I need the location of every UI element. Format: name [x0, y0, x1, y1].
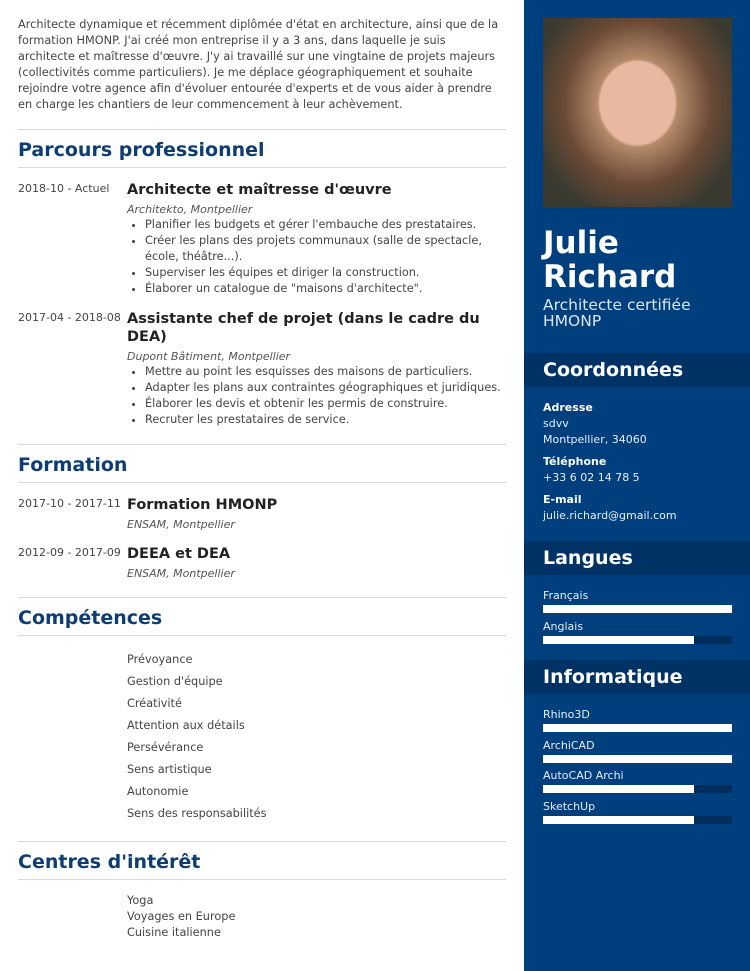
skill-fill [543, 636, 694, 644]
entry-title: DEEA et DEA [127, 546, 231, 562]
skill-fill [543, 724, 732, 732]
bullet-item: • Élaborer les devis et obtenir les permis de construire. [145, 396, 506, 412]
skills-item: Persévérance [127, 741, 204, 754]
bullet-item: • Créer les plans des projets communaux (salle de spectacle, école, théâtre...). [145, 233, 506, 265]
skills-item: Sens artistique [127, 763, 212, 776]
section-title: Formation [18, 445, 506, 483]
skill-name: Français [543, 589, 589, 602]
entry-body [127, 181, 506, 297]
skill-fill [543, 816, 694, 824]
skills-item: Créativité [127, 697, 182, 710]
entry-subtitle: ENSAM, Montpellier [127, 567, 235, 580]
profile-photo [543, 18, 732, 207]
skills-section [18, 597, 506, 825]
skill-fill [543, 605, 732, 613]
skills-item: Attention aux détails [127, 719, 245, 732]
entry-body [127, 310, 506, 428]
summary: Architecte dynamique et récemment diplômée d'état en architecture, ainsi que de la formation HMONP. J'ai créé mon entreprise il y a 3 ans, dans laquelle je suis architecte et maîtresse d'œuvre. J'y ai travaillé sur une vingtaine de projets majeurs (collectivités comme particuliers). Je me déplace géographiquement et souhaite rejoindre votre agence afin d'évoluer entourée d'experts et de vous aider à prendre en charge les chantiers de leur commencement à leur achèvement. [18, 18, 499, 111]
entry [18, 310, 506, 428]
interests-item: Yoga [127, 894, 154, 907]
skill-name: Anglais [543, 619, 584, 633]
bullet-item: • Élaborer un catalogue de "maisons d'architecte". [145, 281, 506, 297]
bullet-item: • Mettre au point les esquisses des maisons de particuliers. [145, 364, 506, 380]
entry-date: 2017-10 - 2017-11 [18, 497, 121, 510]
skills-item: Gestion d'équipe [127, 675, 223, 688]
skill-languages [543, 620, 732, 644]
first-name: Julie [543, 225, 619, 261]
skill-it [543, 739, 732, 763]
skill-name: Rhino3D [543, 708, 590, 721]
skill-it [543, 800, 732, 824]
section-title: Parcours professionnel [18, 130, 506, 168]
skill-bar [543, 605, 732, 613]
interests-item: Voyages en Europe [127, 910, 236, 923]
it-heading: Informatique [524, 660, 750, 694]
entry [18, 181, 506, 297]
bullet-item: • Adapter les plans aux contraintes géographiques et juridiques. [145, 380, 506, 396]
bullet-item: • Recruter les prestataires de service. [145, 412, 506, 428]
entry-title: Architecte et maîtresse d'œuvre [127, 182, 392, 198]
entry-title: Assistante chef de projet (dans le cadre du DEA) [127, 311, 480, 345]
skill-bar [543, 724, 732, 732]
address-line: sdvv [543, 417, 569, 430]
skill-bar [543, 816, 732, 824]
entry-date: 2017-04 - 2018-08 [18, 311, 121, 324]
skills-item: Sens des responsabilités [127, 807, 267, 820]
skill-bar [543, 785, 732, 793]
section-title: Centres d'intérêt [18, 842, 506, 880]
bullet-item: • Planifier les budgets et gérer l'embauche des prestataires. [145, 217, 506, 233]
entry-date: 2012-09 - 2017-09 [18, 546, 121, 559]
skill-languages [543, 589, 732, 613]
entry-subtitle: Dupont Bâtiment, Montpellier [127, 350, 291, 363]
full-name [543, 226, 676, 294]
email[interactable]: julie.richard@gmail.com [543, 509, 677, 522]
skill-bar [543, 636, 732, 644]
phone: +33 6 02 14 78 5 [543, 471, 640, 484]
email-label: E-mail [543, 493, 582, 506]
entry-body [127, 496, 506, 532]
skill-name: AutoCAD Archi [543, 769, 624, 782]
skill-fill [543, 785, 694, 793]
skill-name: SketchUp [543, 799, 596, 813]
entry-title: Formation HMONP [127, 497, 278, 513]
skill-it [543, 769, 732, 793]
sidebar [524, 0, 750, 971]
entry-date: 2018-10 - Actuel [18, 182, 110, 195]
experience-section [18, 129, 506, 428]
skills-item: Autonomie [127, 785, 189, 798]
skill-name: ArchiCAD [543, 738, 595, 752]
entry-subtitle: ENSAM, Montpellier [127, 518, 235, 531]
job-title: Architecte certifiée HMONP [543, 296, 691, 330]
last-name: Richard [543, 259, 677, 295]
address-label: Adresse [543, 401, 593, 414]
contact-heading: Coordonnées [524, 353, 750, 387]
interests-item: Cuisine italienne [127, 926, 221, 939]
languages-heading: Langues [524, 541, 750, 575]
bullet-list [145, 364, 506, 428]
skill-bar [543, 755, 732, 763]
skill-fill [543, 755, 732, 763]
education-section [18, 444, 506, 581]
address-city: Montpellier, 34060 [543, 433, 647, 446]
phone-label: Téléphone [543, 455, 607, 468]
section-title: Compétences [18, 598, 506, 636]
interests-section [18, 841, 506, 941]
bullet-item: • Superviser les équipes et diriger la construction. [145, 265, 506, 281]
main-column [18, 17, 506, 941]
entry-body [127, 545, 506, 581]
skill-it [543, 708, 732, 732]
entry-subtitle: Architekto, Montpellier [127, 203, 253, 216]
skills-item: Prévoyance [127, 653, 193, 666]
bullet-list [145, 217, 506, 297]
entry [18, 496, 506, 532]
entry [18, 545, 506, 581]
